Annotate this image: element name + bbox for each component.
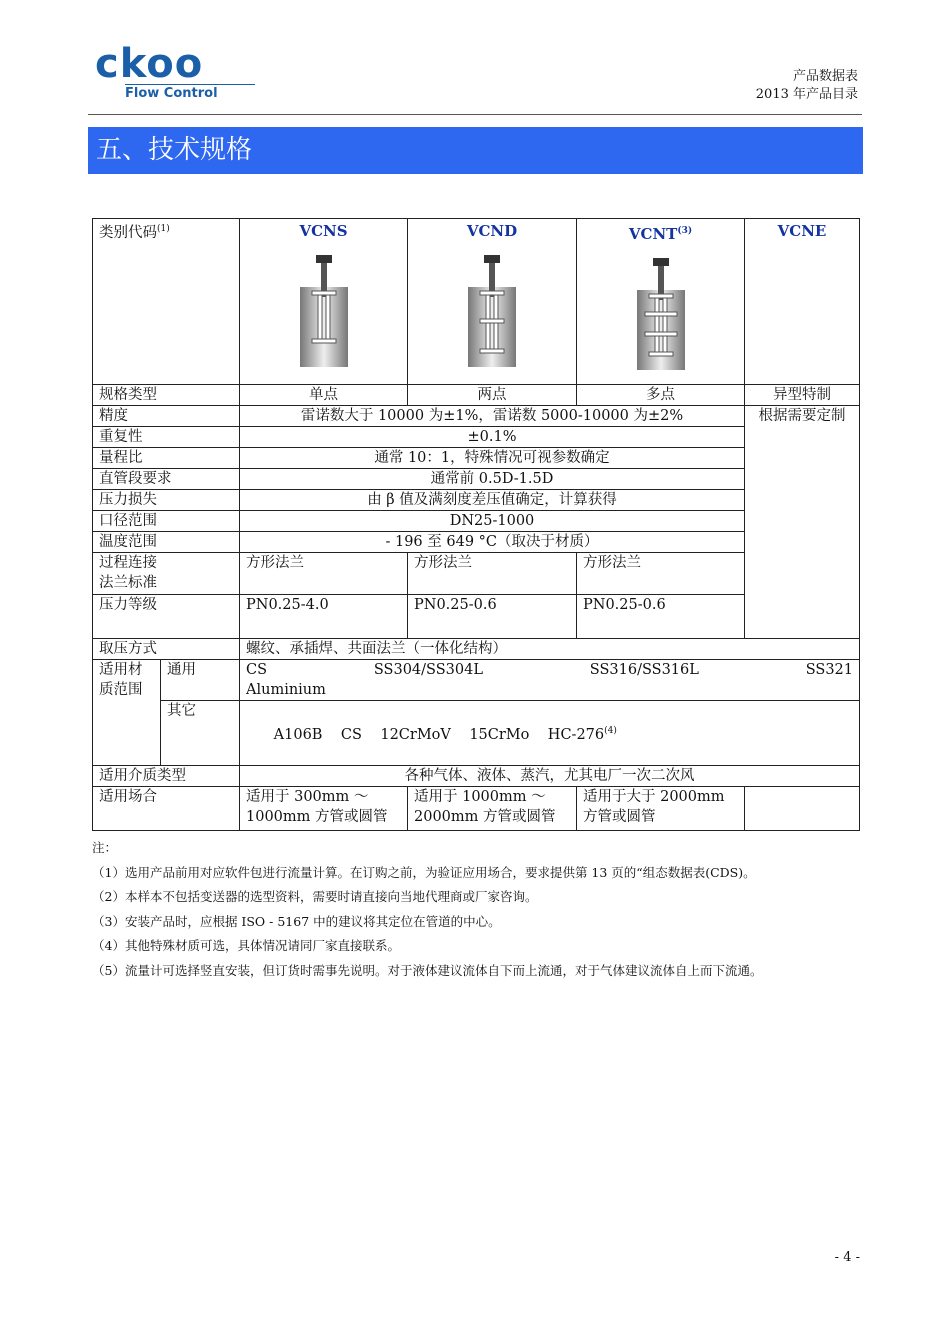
model-vcnt: VCNT$^{(3)}$ <box>577 219 745 385</box>
repeatability-value: ±0.1% <box>240 427 745 448</box>
application-label: 适用场合 <box>93 786 240 830</box>
table-row <box>93 469 860 490</box>
notes <box>92 836 862 983</box>
table-row <box>93 490 860 511</box>
spec-type-label: 规格类型 <box>93 385 240 406</box>
notes-title: 注： <box>92 840 118 855</box>
application-vcnd: 适用于 1000mm ～ 2000mm 方管或圆管 <box>408 786 577 830</box>
table-row <box>93 553 860 595</box>
table-row <box>93 448 860 469</box>
tap-label: 取压方式 <box>93 639 240 660</box>
header-right <box>756 68 858 104</box>
pressure-class-label: 压力等级 <box>93 595 240 639</box>
note-item: （5）流量计可选择竖直安装，但订货时需事先说明。对于液体建议流体自下而上流通，对于气体建议流体自上而下流通。 <box>92 962 763 978</box>
application-vcns: 适用于 300mm ～ 1000mm 方管或圆管 <box>240 786 408 830</box>
temperature-label: 温度范围 <box>93 532 240 553</box>
diameter-value: DN25-1000 <box>240 511 745 532</box>
connection-vcnd: 方形法兰 <box>408 553 577 595</box>
media-value: 各种气体、液体、蒸汽，尤其电厂一次二次风 <box>240 765 860 786</box>
header-divider <box>88 114 862 115</box>
connection-label: 过程连接 法兰标准 <box>93 553 240 595</box>
note-item: （4）其他特殊材质可选，具体情况请同厂家直接联系。 <box>92 938 400 953</box>
tap-value: 螺纹、承插焊、共面法兰（一体化结构） <box>240 639 860 660</box>
model-vcnd: VCND <box>408 219 577 385</box>
vcnd-product-image <box>464 251 520 371</box>
accuracy-value: 雷诺数大于 10000 为±1%，雷诺数 5000-10000 为±2% <box>240 406 745 427</box>
spec-type-vcns: 单点 <box>240 385 408 406</box>
material-general-label: 通用 <box>161 660 240 701</box>
straight-pipe-value: 通常前 0.5D-1.5D <box>240 469 745 490</box>
pressure-loss-value: 由 β 值及满刻度差压值确定，计算获得 <box>240 490 745 511</box>
table-row <box>93 511 860 532</box>
material-other-label: 其它 <box>161 701 240 766</box>
custom-note: 根据需要定制 <box>745 406 860 639</box>
table-row <box>93 639 860 660</box>
doc-subtitle: 2013 年产品目录 <box>755 87 858 102</box>
pressure-class-vcnt: PN0.25-0.6 <box>577 595 745 639</box>
spec-type-vcnt: 多点 <box>577 385 745 406</box>
table-row <box>93 532 860 553</box>
straight-pipe-label: 直管段要求 <box>93 469 240 490</box>
model-vcne: VCNE <box>745 219 860 385</box>
temperature-value: - 196 至 649 °C（取决于材质） <box>240 532 745 553</box>
table-row <box>93 406 860 427</box>
vcns-product-image <box>296 251 352 371</box>
range-ratio-label: 量程比 <box>93 448 240 469</box>
spec-table <box>92 218 860 831</box>
note-item: （1）选用产品前用对应软件包进行流量计算。在订购之前，为验证应用场合，要求提供第 13 页的“组态数据表(CDS)。 <box>92 864 756 880</box>
material-other-value: A106B CS 12CrMoV 15CrMo HC-276$^{(4)}$ <box>240 701 860 766</box>
diameter-label: 口径范围 <box>93 511 240 532</box>
table-row <box>93 595 860 639</box>
table-row <box>93 385 860 406</box>
note-item: （3）安装产品时，应根据 ISO - 5167 中的建议将其定位在管道的中心。 <box>92 913 501 929</box>
repeatability-label: 重复性 <box>93 427 240 448</box>
note-item: （2）本样本不包括变送器的选型资料，需要时请直接向当地代理商或厂家咨询。 <box>92 889 538 904</box>
material-label: 适用材质范围 <box>93 660 161 766</box>
section-title: 五、技术规格 <box>88 127 863 174</box>
spec-type-vcne: 异型特制 <box>745 385 860 406</box>
logo-tagline: Flow Control <box>125 84 255 101</box>
type-code-label-cell: 类别代码$^{(1)}$ <box>93 219 240 385</box>
range-ratio-value: 通常 10：1，特殊情况可视参数确定 <box>240 448 745 469</box>
table-row <box>93 660 860 701</box>
doc-title: 产品数据表 <box>792 69 858 84</box>
application-vcne <box>745 786 860 830</box>
table-row <box>93 219 860 385</box>
connection-vcnt: 方形法兰 <box>577 553 745 595</box>
model-vcns: VCNS <box>240 219 408 385</box>
vcnt-product-image <box>633 254 689 374</box>
accuracy-label: 精度 <box>93 406 240 427</box>
pressure-class-vcns: PN0.25-4.0 <box>240 595 408 639</box>
company-logo <box>95 41 255 101</box>
page-number: - 4 - <box>834 1250 860 1265</box>
material-general-value: CS SS304/SS304L SS316/SS316L SS321 Aluminium <box>240 660 860 701</box>
table-row <box>93 427 860 448</box>
spec-type-vcnd: 两点 <box>408 385 577 406</box>
table-row <box>93 765 860 786</box>
table-row <box>93 701 860 766</box>
connection-vcns: 方形法兰 <box>240 553 408 595</box>
table-row <box>93 786 860 830</box>
media-label: 适用介质类型 <box>93 765 240 786</box>
pressure-class-vcnd: PN0.25-0.6 <box>408 595 577 639</box>
application-vcnt: 适用于大于 2000mm 方管或圆管 <box>577 786 745 830</box>
pressure-loss-label: 压力损失 <box>93 490 240 511</box>
logo-wordmark: ckoo <box>95 41 204 87</box>
